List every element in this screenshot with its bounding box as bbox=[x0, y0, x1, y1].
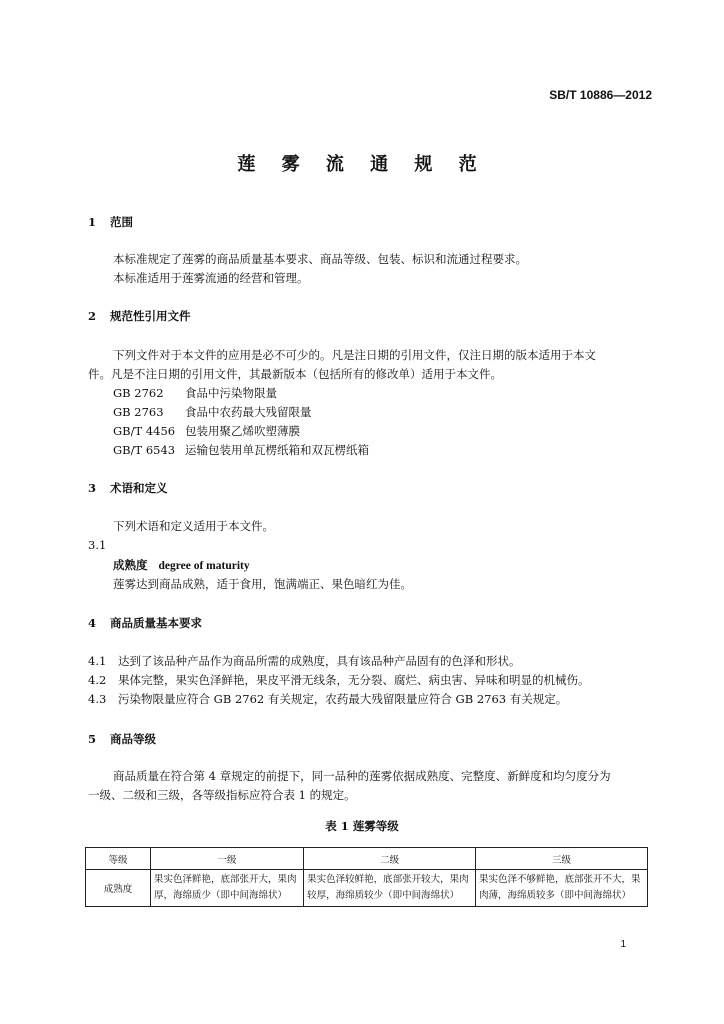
item-text: 果体完整，果实色泽鲜艳，果皮平滑无线条，无分裂、腐烂、病虫害、异味和明显的机械伤。 bbox=[118, 673, 590, 687]
section-2-heading bbox=[88, 308, 191, 324]
requirement-item bbox=[88, 653, 521, 669]
table-caption: 表 1 莲雾等级 bbox=[325, 819, 399, 833]
requirement-item bbox=[88, 691, 567, 707]
reference-item bbox=[113, 385, 277, 401]
section-number: 3 bbox=[88, 481, 97, 495]
term-en: degree of maturity bbox=[158, 560, 250, 572]
item-text: 污染物限量应符合 GB 2762 有关规定，农药最大残留限量应符合 GB 2763 有关规定。 bbox=[118, 692, 568, 706]
section-number: 1 bbox=[88, 215, 97, 229]
header-grade-3: 三级 bbox=[476, 848, 648, 870]
reference-item bbox=[113, 423, 300, 439]
section-number: 4 bbox=[88, 616, 97, 630]
section-4-heading bbox=[88, 615, 202, 631]
cell-grade-2: 果实色泽较鲜艳，底部张开较大，果肉较厚，海绵质较少（即中间海绵状） bbox=[304, 870, 476, 907]
s5-paragraph-line-2: 一级、二级和三级，各等级指标应符合表 1 的规定。 bbox=[88, 788, 356, 802]
table-header-row bbox=[86, 848, 648, 870]
section-number: 2 bbox=[88, 309, 97, 323]
s2-paragraph-line-1: 下列文件对于本文件的应用是必不可少的。凡是注日期的引用文件，仅注日期的版本适用于本文 bbox=[113, 348, 596, 362]
reference-name: 食品中污染物限量 bbox=[185, 386, 277, 400]
header-grade: 等级 bbox=[86, 848, 151, 870]
section-title: 商品等级 bbox=[110, 732, 156, 746]
item-number: 4.1 bbox=[88, 654, 107, 668]
reference-name: 运输包装用单瓦楞纸箱和双瓦楞纸箱 bbox=[185, 443, 369, 457]
header-grade-1: 一级 bbox=[151, 848, 304, 870]
section-title: 商品质量基本要求 bbox=[110, 616, 202, 630]
s1-paragraph-2: 本标准适用于莲雾流通的经营和管理。 bbox=[113, 271, 309, 285]
reference-name: 包装用聚乙烯吹塑薄膜 bbox=[185, 424, 300, 438]
document-title: 莲 雾 流 通 规 范 bbox=[237, 154, 487, 175]
s1-paragraph-1: 本标准规定了莲雾的商品质量基本要求、商品等级、包装、标识和流通过程要求。 bbox=[113, 252, 527, 266]
reference-item bbox=[113, 442, 369, 458]
section-title: 术语和定义 bbox=[110, 481, 168, 495]
section-title: 范围 bbox=[110, 215, 133, 229]
term-line bbox=[113, 557, 250, 573]
grade-table bbox=[85, 847, 648, 907]
section-title: 规范性引用文件 bbox=[110, 309, 191, 323]
item-number: 4.2 bbox=[88, 673, 107, 687]
reference-code: GB 2762 bbox=[113, 386, 164, 400]
section-5-heading bbox=[88, 731, 156, 747]
page-number: 1 bbox=[620, 939, 626, 950]
section-3-heading bbox=[88, 480, 168, 496]
reference-code: GB/T 4456 bbox=[113, 424, 176, 438]
row-label: 成熟度 bbox=[86, 870, 151, 907]
cell-grade-3: 果实色泽不够鲜艳，底部张开不大，果肉薄，海绵质较多（即中间海绵状） bbox=[476, 870, 648, 907]
section-number: 5 bbox=[88, 732, 97, 746]
s5-paragraph-line-1: 商品质量在符合第 4 章规定的前提下，同一品种的莲雾依据成熟度、完整度、新鲜度和均匀度分为 bbox=[113, 769, 611, 783]
header-grade-2: 二级 bbox=[304, 848, 476, 870]
term-zh: 成熟度 bbox=[113, 558, 148, 572]
item-text: 达到了该品种产品作为商品所需的成熟度，具有该品种产品固有的色泽和形状。 bbox=[118, 654, 521, 668]
reference-item bbox=[113, 404, 312, 420]
reference-code: GB/T 6543 bbox=[113, 443, 176, 457]
requirement-item bbox=[88, 672, 590, 688]
s2-paragraph-line-2: 件。凡是不注日期的引用文件，其最新版本（包括所有的修改单）适用于本文件。 bbox=[88, 367, 502, 381]
subsection-number: 3.1 bbox=[88, 538, 107, 552]
item-number: 4.3 bbox=[88, 692, 107, 706]
cell-grade-1: 果实色泽鲜艳，底部张开大，果肉厚，海绵质少（即中间海绵状） bbox=[151, 870, 304, 907]
standard-code: SB/T 10886—2012 bbox=[549, 88, 652, 102]
reference-name: 食品中农药最大残留限量 bbox=[185, 405, 312, 419]
s3-paragraph: 下列术语和定义适用于本文件。 bbox=[113, 519, 274, 533]
section-1-heading bbox=[88, 214, 133, 230]
table-row bbox=[86, 870, 648, 907]
term-definition: 莲雾达到商品成熟，适于食用，饱满端正、果色暗红为佳。 bbox=[113, 577, 412, 591]
reference-code: GB 2763 bbox=[113, 405, 164, 419]
